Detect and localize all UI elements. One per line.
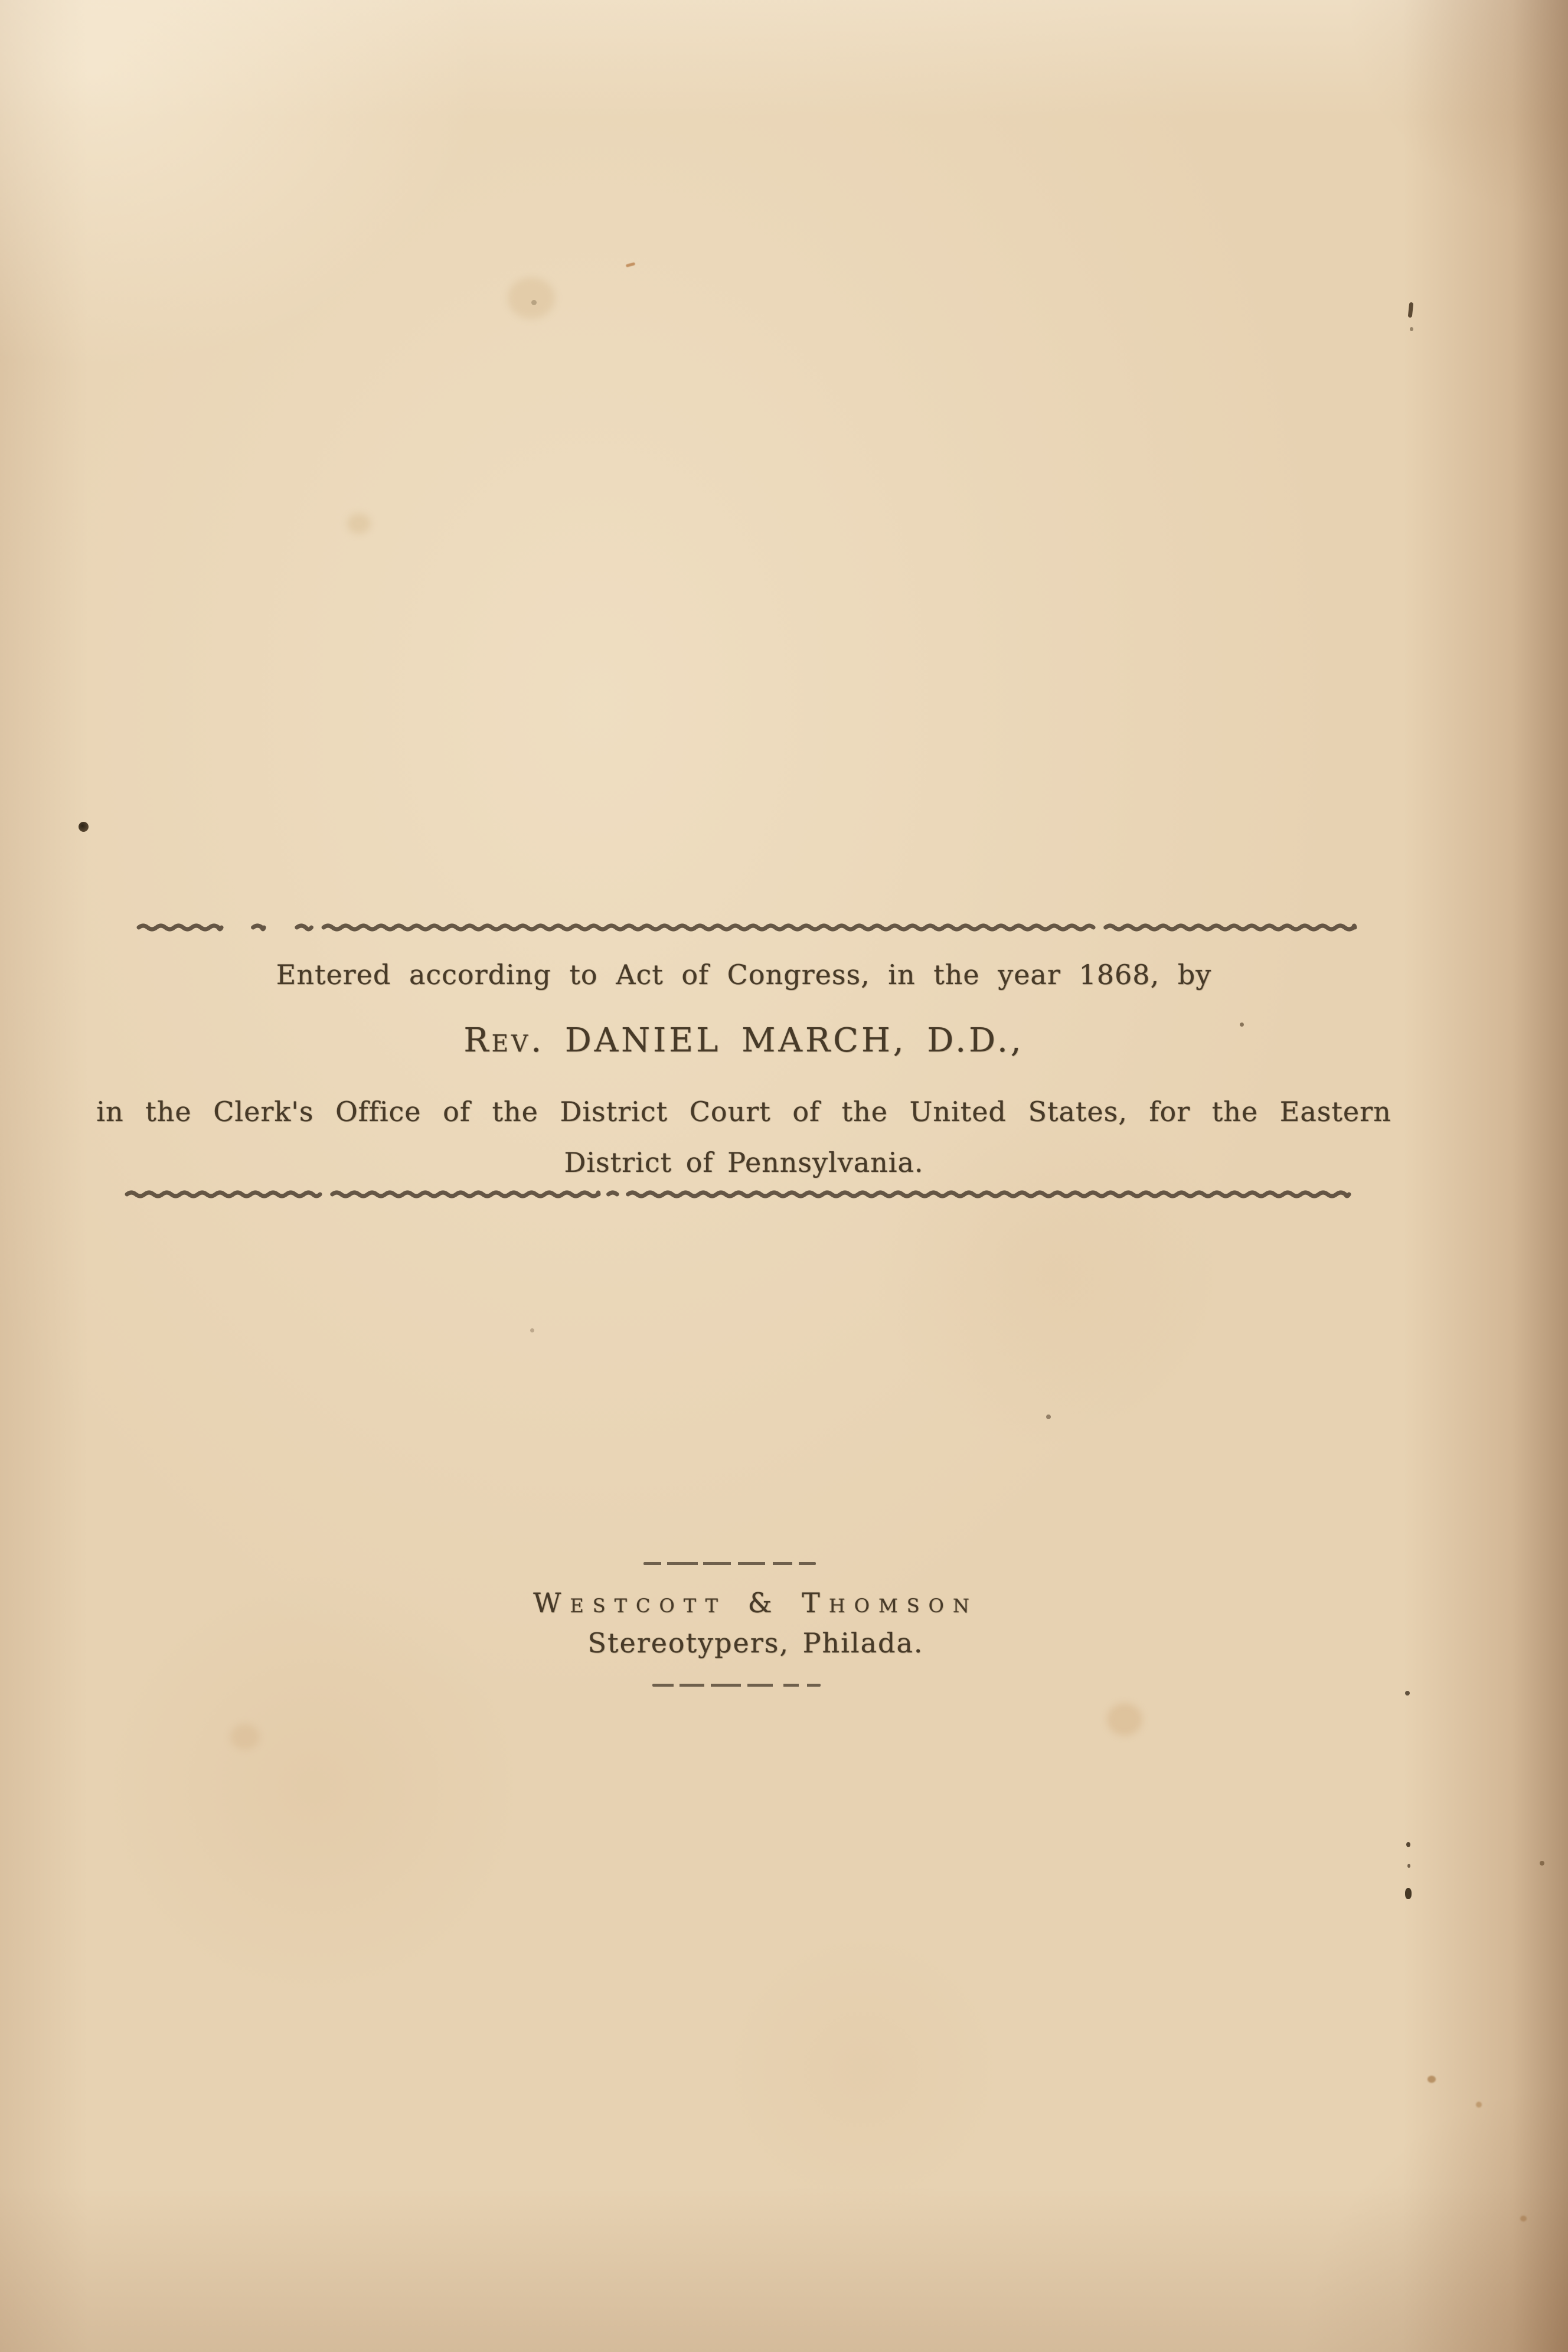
copyright-author-line: [89, 1021, 1399, 1060]
printer-firm: Westcott & Thomson: [533, 1587, 978, 1619]
ink-speck: [1046, 1415, 1051, 1419]
paper-fiber: [626, 262, 636, 267]
copyright-entered-line: Entered according to Act of Congress, in the year 1868, by: [276, 959, 1212, 991]
foxing-stain: [347, 514, 371, 534]
ink-speck: [530, 1328, 534, 1332]
author-title: Rev.: [463, 1021, 545, 1060]
wavy-rule-bottom: [127, 1187, 1349, 1202]
foxing-stain: [230, 1724, 260, 1750]
ink-speck: [1540, 1861, 1544, 1866]
foxing-stain: [508, 277, 555, 319]
foxing-stain: [1476, 2102, 1482, 2108]
ink-speck: [1406, 1842, 1410, 1847]
printer-role-location: Stereotypers, Philada.: [587, 1627, 924, 1659]
foxing-stain: [1427, 2076, 1436, 2083]
dashed-rule-bottom: [652, 1684, 821, 1687]
ink-speck: [1405, 1888, 1412, 1899]
foxing-stain: [1520, 2216, 1527, 2222]
ink-speck: [1408, 302, 1414, 318]
ink-speck: [1405, 1691, 1410, 1696]
copyright-district-line: District of Pennsylvania.: [564, 1146, 924, 1178]
wavy-rule-top: [139, 920, 1355, 935]
foxing-stain: [1107, 1703, 1142, 1736]
copyright-office-line: in the Clerk's Office of the District Court of the United States, for the Eastern: [96, 1096, 1391, 1128]
ink-speck: [79, 822, 89, 832]
ink-speck: [1240, 1023, 1244, 1027]
ink-speck: [1410, 327, 1413, 331]
dashed-rule-top: [643, 1562, 816, 1565]
author-name: DANIEL MARCH, D.D.,: [564, 1021, 1024, 1060]
